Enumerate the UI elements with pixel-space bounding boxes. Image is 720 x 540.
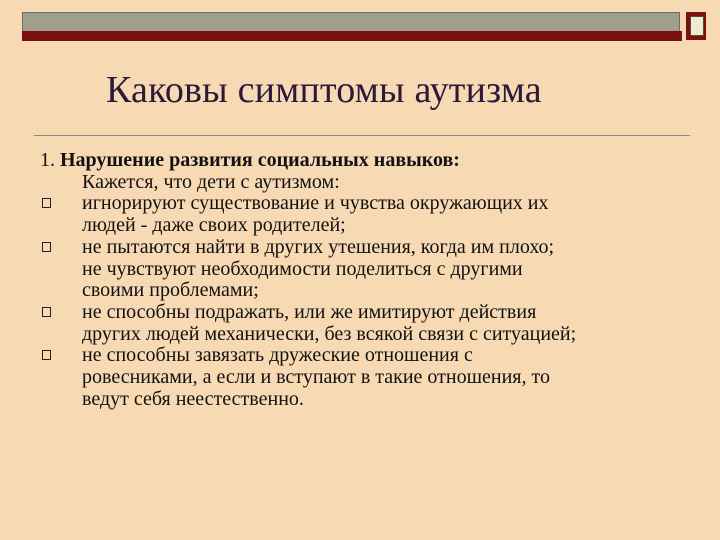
bullet-line: ведут себя неестественно. [82,387,304,410]
section-heading: Нарушение развития социальных навыков: [60,149,460,171]
bullet-item [40,237,695,302]
bullet-line: других людей механически, без всякой связи с ситуацией; [82,322,577,345]
bullet-item [40,345,695,410]
bullet-line: не пытаются найти в других утешения, когда им плохо; [82,235,555,258]
hollow-square-bullet-icon [42,242,51,252]
intro-text: Кажется, что дети с аутизмом: [82,170,340,193]
section-number: 1. [40,149,55,171]
corner-decoration-inner [690,16,704,36]
bullet-line: ровесниками, а если и вступают в такие отношения, то [82,366,550,389]
bullet-item [40,302,695,345]
bullet-item [40,193,695,236]
top-accent-stripe [22,31,682,41]
bullet-line: не способны подражать, или же имитируют действия [82,300,537,323]
hollow-square-bullet-icon [42,350,51,360]
bullet-line: своими проблемами; [82,279,259,302]
bullet-list [40,193,695,410]
section-heading-line [40,150,695,172]
slide-body [40,150,695,410]
hollow-square-bullet-icon [42,198,51,208]
title-divider [34,135,690,136]
slide-title: Каковы симптомы аутизма [106,69,542,111]
bullet-line: игнорируют существование и чувства окружающих их [82,192,549,215]
bullet-line: не способны завязать дружеские отношения с [82,344,473,367]
bullet-line: людей - даже своих родителей; [82,214,346,237]
hollow-square-bullet-icon [42,307,51,317]
top-decorative-bar [22,12,680,32]
bullet-line: не чувствуют необходимости поделиться с другими [82,257,523,280]
